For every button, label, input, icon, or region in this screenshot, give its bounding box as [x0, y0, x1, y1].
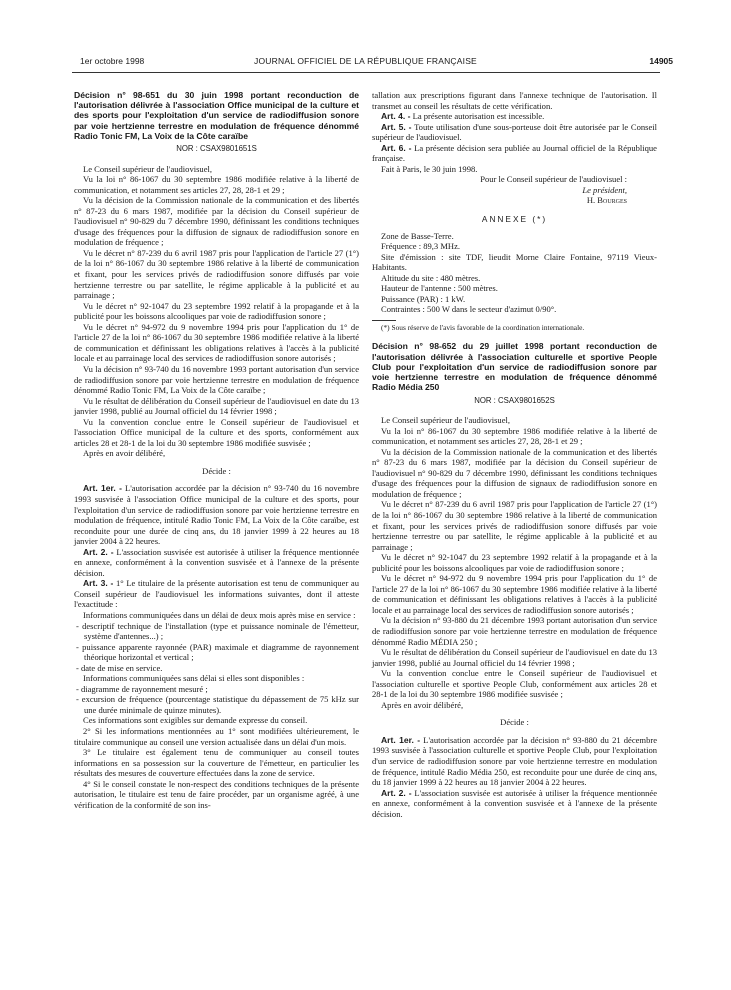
signature-for: Pour le Conseil supérieur de l'audiovisuel :	[480, 174, 627, 185]
header-page-number: 14905	[649, 56, 673, 66]
right-column	[372, 90, 657, 819]
article-1	[372, 735, 657, 788]
article-2	[74, 547, 359, 579]
list-item: - diagramme de rayonnement mesuré ;	[76, 683, 208, 694]
list-item: - date de mise en service.	[76, 662, 163, 673]
visa-paragraph: Vu la loi n° 86-1067 du 30 septembre 1986 modifiée relative à la liberté de communication, et notamment ses articles 27, 28, 28-1 et 29 ;	[372, 425, 657, 447]
signature-role: Le président,	[582, 184, 627, 195]
list-item: - descriptif technique de l'installation (type et puissance nominale de l'émetteur, système d'antennes...) ;	[76, 620, 359, 642]
visa-paragraph: Vu le décret n° 87-239 du 6 avril 1987 pris pour l'application de l'article 27 (1°) de la loi n° 86-1067 du 30 septembre 1986 relative à la liberté de communication et fixant, pour les services privés de radiodiffusion sonore diffusés par voie hertzienne terrestre ou par satellite, le régime applicable à la publicité et au parrainage ;	[74, 247, 359, 301]
article-text: L'association susvisée est autorisée à utiliser la fréquence mentionnée en annexe, conformément à la convention susvisée et à l'annexe de la présente décision.	[74, 546, 359, 578]
annex-line: Hauteur de l'antenne : 500 mètres.	[381, 283, 498, 294]
visa-paragraph: Vu le décret n° 92-1047 du 23 septembre 1992 relatif à la propagande et à la publicité pour les boissons alcooliques par voie de radiodiffusion sonore ;	[74, 300, 359, 322]
visa-paragraph: Vu la décision n° 93-880 du 21 décembre 1993 portant autorisation d'un service de radiodiffusion sonore par voie hertzienne terrestre en modulation de fréquence dénommé Radio MÉDIA 250 ;	[372, 615, 657, 647]
article-text: L'association susvisée est autorisée à utiliser la fréquence mentionnée en annexe, conformément à la convention susvisée et à l'annexe de la présente décision.	[372, 787, 657, 819]
decide-heading: Décide :	[500, 717, 529, 728]
annex-line: Site d'émission : site TDF, lieudit Morne Claire Fontaine, 97119 Vieux-Habitants.	[372, 251, 657, 273]
header-rule	[72, 72, 660, 73]
visa-paragraph: Vu le décret n° 87-239 du 6 avril 1987 pris pour l'application de l'article 27 (1°) de la loi n° 86-1067 du 30 septembre 1986 relative à la liberté de communication et fixant, pour les services privés de radiodiffusion sonore diffusés par voie hertzienne terrestre ou par satellite, le régime applicable à la publicité et au parrainage ;	[372, 499, 657, 552]
visa-paragraph: Vu le résultat de délibération du Conseil supérieur de l'audiovisuel en date du 13 janvier 1998, publié au Journal officiel du 14 février 1998 ;	[372, 647, 657, 668]
continued-paragraph: tallation aux prescriptions figurant dans l'annexe technique de l'autorisation. Il transmet au conseil les résultats de cette vérification.	[372, 90, 657, 111]
article-label: Art. 3. -	[83, 578, 114, 589]
article-text: Toute utilisation d'une sous-porteuse doit être autorisée par le Conseil supérieur de l'audiovisuel.	[372, 121, 657, 143]
article-text: L'autorisation accordée par la décision n° 93-740 du 16 novembre 1993 susvisée à l'association Office municipal de la culture et des sports, pour l'exploitation d'un service de radiodiffusion sonore par voie hertzienne terrestre en modulation de fréquence, intitulé Radio Tonic FM, La Voix de la Côte caraïbe, est reconduite pour une durée de cinq ans, du 18 janvier 1999 à 22 heures au 18 janvier 2004 à 22 heures.	[74, 483, 359, 547]
article-6	[372, 143, 657, 164]
body-paragraph: 2° Si les informations mentionnées au 1° sont modifiées ultérieurement, le titulaire communique au conseil une version actualisée dans un délai d'un mois.	[74, 726, 359, 747]
visa-paragraph: Vu le décret n° 94-972 du 9 novembre 1994 pris pour l'application du 1° de l'article 27 de la loi n° 86-1067 du 30 septembre 1986 modifiée relative à la liberté de communication et définissant les obligations relatives à l'accès à la publicité locale et au parrainage local des services de radiodiffusion sonore autorisés ;	[372, 573, 657, 615]
spacer	[372, 333, 657, 341]
footnote: (*) Sous réserve de l'avis favorable de la coordination internationale.	[381, 322, 585, 332]
article-1	[74, 483, 359, 546]
list-item: - puissance apparente rayonnée (PAR) maximale et diagramme de rayonnement théorique horizontal et vertical ;	[76, 641, 359, 663]
body-paragraph: 3° Le titulaire est également tenu de communiquer au conseil toutes informations en sa possession sur la couverture de l'émetteur, en particulier les résultats des mesures de couverture effectuées dans la zone de service.	[74, 747, 359, 779]
page-header	[0, 56, 731, 70]
nor-reference: NOR : CSAX9801651S	[176, 144, 257, 154]
visa-paragraph: Vu la décision de la Commission nationale de la communication et des libertés n° 87-23 du 6 mars 1987, modifiée par la décision du Conseil supérieur de l'audiovisuel n° 90-829 du 7 décembre 1990, définissant les conditions techniques d'usage des fréquences pour la diffusion de signaux de radiodiffusion sonore en modulation de fréquence ;	[372, 446, 657, 499]
signature-name: H. Bourges	[586, 195, 627, 206]
annex-line: Altitude du site : 480 mètres.	[381, 272, 481, 283]
annex-line: Fréquence : 89,3 MHz.	[381, 241, 461, 252]
visa-paragraph: Vu la décision de la Commission nationale de la communication et des libertés n° 87-23 du 6 mars 1987, modifiée par la décision du Conseil supérieur de l'audiovisuel n° 90-829 du 7 décembre 1990, définissant les conditions techniques d'usage des fréquences pour la diffusion de signaux de radiodiffusion sonore en modulation de fréquence ;	[74, 195, 359, 248]
left-column	[74, 90, 359, 810]
header-journal-title: JOURNAL OFFICIEL DE LA RÉPUBLIQUE FRANÇAISE	[254, 56, 477, 66]
place-date: Fait à Paris, le 30 juin 1998.	[381, 163, 478, 174]
info-heading: Informations communiquées sans délai si elles sont disponibles :	[83, 673, 305, 684]
body-paragraph: 4° Si le conseil constate le non-respect des conditions techniques de la présente autorisation, le titulaire est tenu de faire procéder, par un organisme agréé, à une vérification de la conformité de son ins-	[74, 778, 359, 810]
article-label: Art. 2. -	[381, 787, 412, 798]
body-paragraph: Ces informations sont exigibles sur demande expresse du conseil.	[83, 715, 308, 726]
article-label: Art. 4. -	[381, 111, 411, 122]
footnote-rule	[372, 320, 396, 321]
decision-title-98-652: Décision n° 98-652 du 29 juillet 1998 portant reconduction de l'autorisation délivrée à l'association culturelle et sportive People Club pour l'exploitation d'un service de radiodiffusion sonore par voie hertzienne terrestre en modulation de fréquence dénommé Radio Média 250	[372, 341, 657, 393]
preamble-line: Le Conseil supérieur de l'audiovisuel,	[381, 415, 511, 426]
annex-line: Puissance (PAR) : 1 kW.	[381, 293, 466, 304]
visa-paragraph: Vu le décret n° 94-972 du 9 novembre 1994 pris pour l'application du 1° de l'article 27 de la loi n° 86-1067 du 30 septembre 1986 modifiée relative à la liberté de communication et définissant les obligations relatives à l'accès à la publicité locale et au parrainage local des services de radiodiffusion sonore autorisés ;	[74, 321, 359, 364]
article-2	[372, 788, 657, 820]
decide-heading: Décide :	[202, 465, 231, 476]
annexe-heading: ANNEXE (*)	[481, 214, 548, 225]
visa-paragraph: Vu le décret n° 92-1047 du 23 septembre 1992 relatif à la propagande et à la publicité pour les boissons alcooliques par voie de radiodiffusion sonore ;	[372, 552, 657, 573]
article-label: Art. 2. -	[83, 546, 114, 557]
visa-paragraph: Vu la convention conclue entre le Conseil supérieur de l'audiovisuel et l'association culturelle et sportive People Club, conformément aux articles 28 et 28-1 de la loi du 30 septembre 1986 modifiée susvisée ;	[372, 668, 657, 700]
header-date: 1er octobre 1998	[80, 56, 145, 66]
visa-paragraph: Vu la convention conclue entre le Conseil supérieur de l'audiovisuel et l'association Office municipal de la culture et des sports, conformément aux articles 28 et 28-1 de la loi du 30 septembre 1986 modifiée susvisée ;	[74, 416, 359, 448]
article-label: Art. 1er. -	[83, 483, 122, 494]
preamble-line: Le Conseil supérieur de l'audiovisuel,	[83, 163, 213, 174]
visa-paragraph: Vu la loi n° 86-1067 du 30 septembre 1986 modifiée relative à la liberté de communication, et notamment ses articles 27, 28, 28-1 et 29 ;	[74, 174, 359, 195]
article-label: Art. 5. -	[381, 121, 412, 132]
deliberation-line: Après en avoir délibéré,	[381, 699, 464, 710]
nor-reference: NOR : CSAX9801652S	[474, 395, 555, 405]
visa-paragraph: Vu le résultat de délibération du Conseil supérieur de l'audiovisuel en date du 13 janvier 1998, publié au Journal officiel du 14 février 1998 ;	[74, 395, 359, 417]
visa-paragraph: Vu la décision n° 93-740 du 16 novembre 1993 portant autorisation d'un service de radiodiffusion sonore par voie hertzienne terrestre en modulation de fréquence dénommé Radio Tonic FM, La Voix de la Côte caraïbe ;	[74, 363, 359, 396]
article-text: La présente décision sera publiée au Journal officiel de la République française.	[372, 142, 657, 164]
article-5	[372, 122, 657, 143]
article-3	[74, 578, 359, 610]
article-4	[372, 111, 657, 122]
list-item: - excursion de fréquence (pourcentage statistique du dépassement de 75 kHz sur une durée minimale de quinze minutes).	[76, 694, 359, 715]
article-text: 1° Le titulaire de la présente autorisation est tenu de communiquer au Conseil supérieur de l'audiovisuel les informations suivantes, dont il atteste l'exactitude :	[74, 578, 359, 610]
deliberation-line: Après en avoir délibéré,	[83, 448, 166, 459]
article-label: Art. 1er. -	[381, 734, 421, 745]
annex-line: Zone de Basse-Terre.	[381, 230, 454, 241]
article-label: Art. 6. -	[381, 142, 412, 153]
annex-line: Contraintes : 500 W dans le secteur d'azimut 0/90°.	[381, 304, 557, 315]
info-heading: Informations communiquées dans un délai de deux mois après mise en service :	[83, 609, 356, 620]
decision-title-98-651: Décision n° 98-651 du 30 juin 1998 portant reconduction de l'autorisation délivrée à l'association Office municipal de la culture et des sports pour l'exploitation d'un service de radiodiffusion sonore par voie hertzienne terrestre en modulation de fréquence dénommé Radio Tonic FM, La Voix de la Côte caraïbe	[74, 90, 359, 141]
article-text: L'autorisation accordée par la décision n° 93-880 du 21 décembre 1993 susvisée à l'association culturelle et sportive People Club, pour l'exploitation d'un service de radiodiffusion sonore par voie hertzienne terrestre en modulation de fréquence, intitulé Radio Média 250, est reconduite pour une durée de cinq ans, du 18 janvier 1999 à 22 heures au 18 janvier 2004 à 22 heures.	[372, 734, 657, 788]
article-text: La présente autorisation est incessible.	[412, 111, 545, 122]
